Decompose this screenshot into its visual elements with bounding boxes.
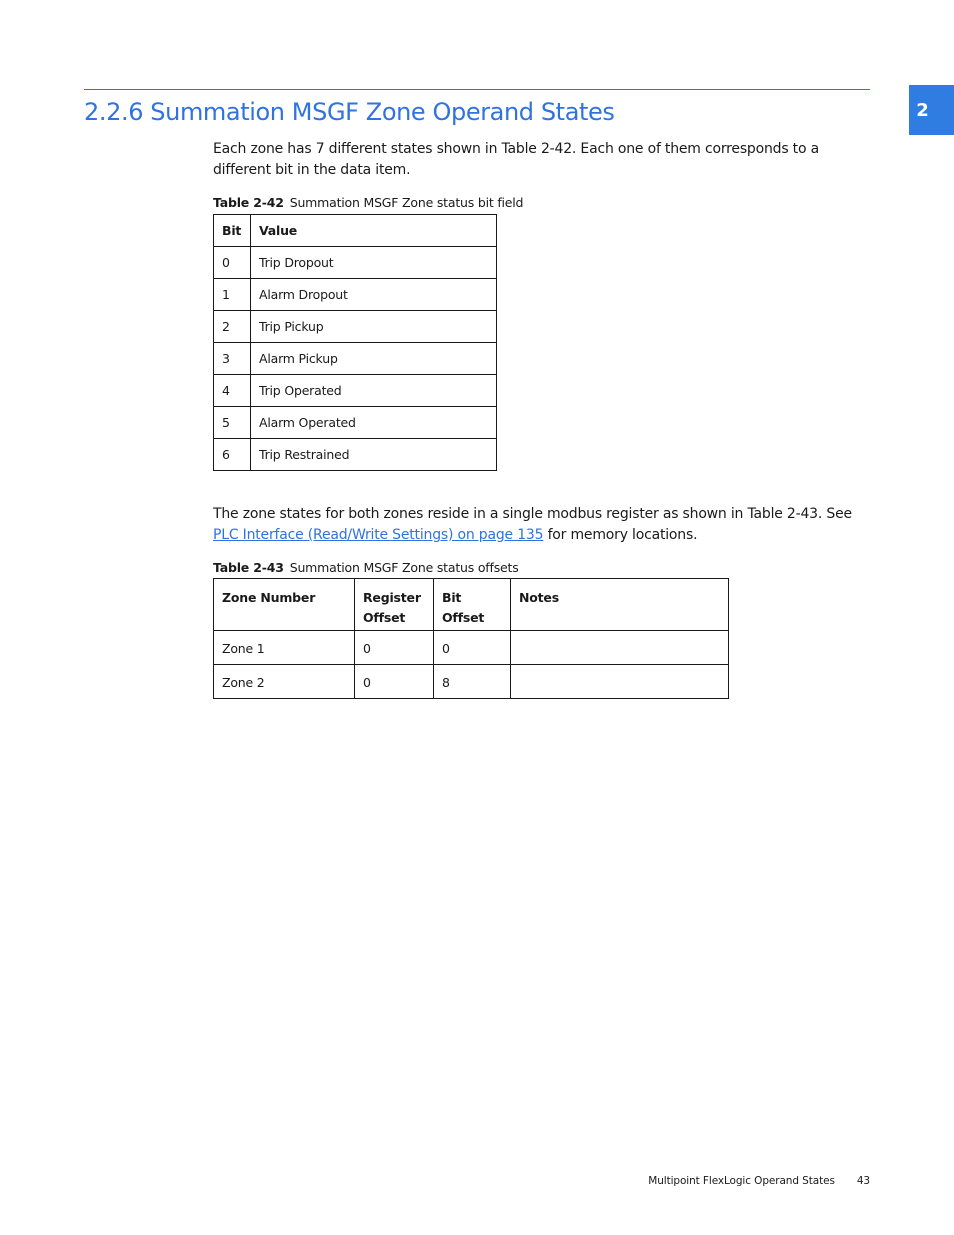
table-row bbox=[214, 631, 729, 665]
bit-cell: 5 bbox=[214, 407, 251, 439]
table-row bbox=[214, 343, 497, 375]
value-cell: Alarm Operated bbox=[251, 407, 497, 439]
value-cell: Trip Pickup bbox=[251, 311, 497, 343]
table-2-42 bbox=[213, 214, 497, 471]
page-number: 43 bbox=[856, 1175, 870, 1187]
header-value: Value bbox=[251, 215, 497, 247]
bit-cell: 1 bbox=[214, 279, 251, 311]
paragraph-text: for memory locations. bbox=[543, 527, 698, 543]
notes-cell bbox=[511, 631, 729, 665]
bit-cell: 6 bbox=[214, 439, 251, 471]
register-offset-cell: 0 bbox=[355, 665, 434, 699]
caption-text: Summation MSGF Zone status offsets bbox=[289, 560, 519, 575]
caption-label: Table 2-43 bbox=[213, 560, 284, 575]
table-2-43 bbox=[213, 578, 729, 699]
notes-cell bbox=[511, 665, 729, 699]
bit-cell: 4 bbox=[214, 375, 251, 407]
zone-cell: Zone 2 bbox=[214, 665, 355, 699]
header-bit: Bit bbox=[214, 215, 251, 247]
table-row bbox=[214, 407, 497, 439]
bit-offset-cell: 8 bbox=[434, 665, 511, 699]
table-header-row bbox=[214, 215, 497, 247]
value-cell: Trip Operated bbox=[251, 375, 497, 407]
table-row bbox=[214, 311, 497, 343]
header-rule bbox=[84, 89, 870, 90]
table-row bbox=[214, 279, 497, 311]
table-2-42-caption bbox=[213, 195, 523, 210]
value-cell: Alarm Pickup bbox=[251, 343, 497, 375]
table-row bbox=[214, 247, 497, 279]
plc-interface-link[interactable]: PLC Interface (Read/Write Settings) on page 135 bbox=[213, 527, 544, 543]
bit-offset-cell: 0 bbox=[434, 631, 511, 665]
table-header-row bbox=[214, 579, 729, 631]
bit-cell: 3 bbox=[214, 343, 251, 375]
value-cell: Trip Dropout bbox=[251, 247, 497, 279]
chapter-tab: 2 bbox=[909, 85, 954, 135]
header-bit-offset: Bit Offset bbox=[434, 579, 511, 631]
register-offset-cell: 0 bbox=[355, 631, 434, 665]
footer-title: Multipoint FlexLogic Operand States bbox=[648, 1175, 835, 1187]
value-cell: Trip Restrained bbox=[251, 439, 497, 471]
caption-label: Table 2-42 bbox=[213, 195, 284, 210]
table-row bbox=[214, 375, 497, 407]
section-title: 2.2.6 Summation MSGF Zone Operand States bbox=[84, 98, 615, 126]
table-row bbox=[214, 439, 497, 471]
header-notes: Notes bbox=[511, 579, 729, 631]
memory-paragraph bbox=[213, 504, 869, 546]
paragraph-text: The zone states for both zones reside in a single modbus register as shown in Table 2-43. See bbox=[213, 506, 852, 522]
value-cell: Alarm Dropout bbox=[251, 279, 497, 311]
header-zone-number: Zone Number bbox=[214, 579, 355, 631]
table-row bbox=[214, 665, 729, 699]
caption-text: Summation MSGF Zone status bit field bbox=[289, 195, 524, 210]
page-footer bbox=[648, 1175, 870, 1187]
table-2-43-caption bbox=[213, 560, 519, 575]
header-register-offset: Register Offset bbox=[355, 579, 434, 631]
intro-paragraph: Each zone has 7 different states shown in Table 2-42. Each one of them corresponds to a different bit in the data item. bbox=[213, 141, 819, 178]
zone-cell: Zone 1 bbox=[214, 631, 355, 665]
bit-cell: 2 bbox=[214, 311, 251, 343]
bit-cell: 0 bbox=[214, 247, 251, 279]
